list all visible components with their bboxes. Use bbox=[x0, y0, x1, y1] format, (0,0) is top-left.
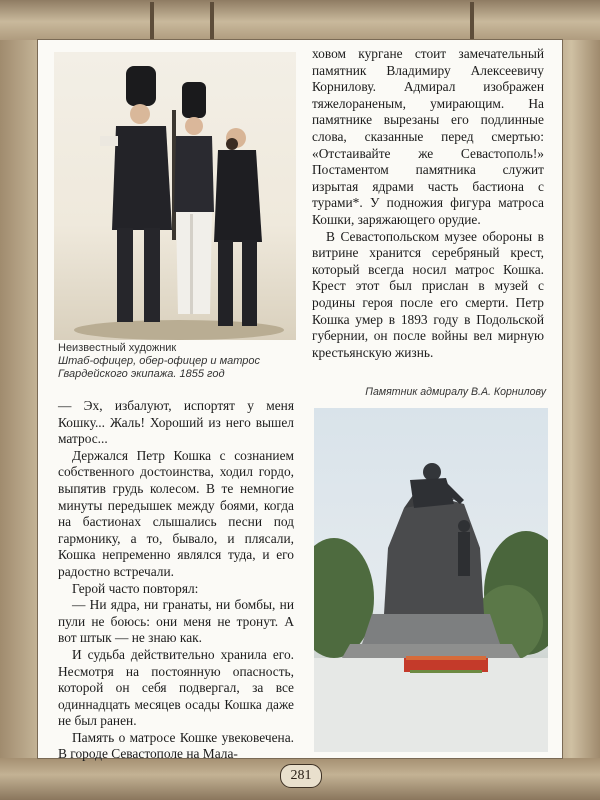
paragraph: ховом кургане стоит замечательный памятник Владимиру Алексеевичу Корнилову. Адмирал изображен тяжелораненым, умирающим. На памятнике вырезаны его подлинные слова, сказанные перед смертью: «Отстаивайте же Севастополь!» Постаментом памятника служит изрытая ядрами часть бастиона с турами*. У подножия фигура матроса Кошки, заряжающего орудие. bbox=[312, 46, 544, 227]
book-page bbox=[38, 40, 562, 762]
illustration-guard-officers bbox=[54, 52, 296, 340]
paragraph: Герой часто повторял: bbox=[72, 580, 199, 596]
decorative-border-left bbox=[0, 40, 38, 800]
paragraph: — Ни ядра, ни гранаты, ни бомбы, ни пули не боюсь: они меня не тронут. А вот штык — не знаю как. bbox=[58, 597, 294, 646]
caption-artist: Неизвестный художник bbox=[58, 342, 177, 354]
monument-photograph bbox=[314, 408, 548, 752]
paragraph: И судьба действительно хранила его. Несмотря на постоянную опасность, которой он себя подвергал, за все одиннадцать месяцев осады Кошка даже не был ранен. bbox=[58, 646, 294, 729]
ship-mast-illustration bbox=[210, 2, 214, 40]
ship-mast-illustration bbox=[470, 2, 474, 40]
monument-photo-caption: Памятник адмиралу В.А. Корнилову bbox=[365, 386, 546, 398]
text-column-left-bottom bbox=[58, 398, 294, 763]
paragraph: — Эх, избалуют, испортят у меня Кошку... Жаль! Хороший из него вышел матрос... bbox=[58, 398, 294, 447]
caption-title-line2: Гвардейского экипажа. 1855 год bbox=[58, 368, 225, 380]
caption-title-line1: Штаб-офицер, обер-офицер и матрос bbox=[58, 355, 261, 367]
paragraph: Память о матросе Кошке увековечена. В городе Севастополе на Мала- bbox=[58, 729, 294, 762]
ship-mast-illustration bbox=[150, 2, 154, 40]
text-column-right-top bbox=[312, 46, 544, 361]
paragraph: Держался Петр Кошка с сознанием собственного достоинства, ходил гордо, выпятив грудь колесом. В те немногие минуты передышек между боями, когда на бастионах слышались песни под гармонику, а то, бывало, и плясали, Кошка непременно являлся туда, и его радостно встречали. bbox=[58, 447, 294, 579]
illustration-caption bbox=[58, 342, 298, 381]
page-number: 281 bbox=[280, 764, 322, 788]
photo-kornilov-monument bbox=[314, 408, 548, 752]
paragraph: В Севастопольском музее обороны в витрине хранится серебряный крест, который всегда носил матрос Кошка. Крест этот был прислан в музей с родины героя после его смерти. Петр Кошка умер в 1893 году в Подольской губернии, он после войны вел мирную крестьянскую жизнь. bbox=[312, 228, 544, 360]
officers-painting bbox=[54, 52, 296, 340]
